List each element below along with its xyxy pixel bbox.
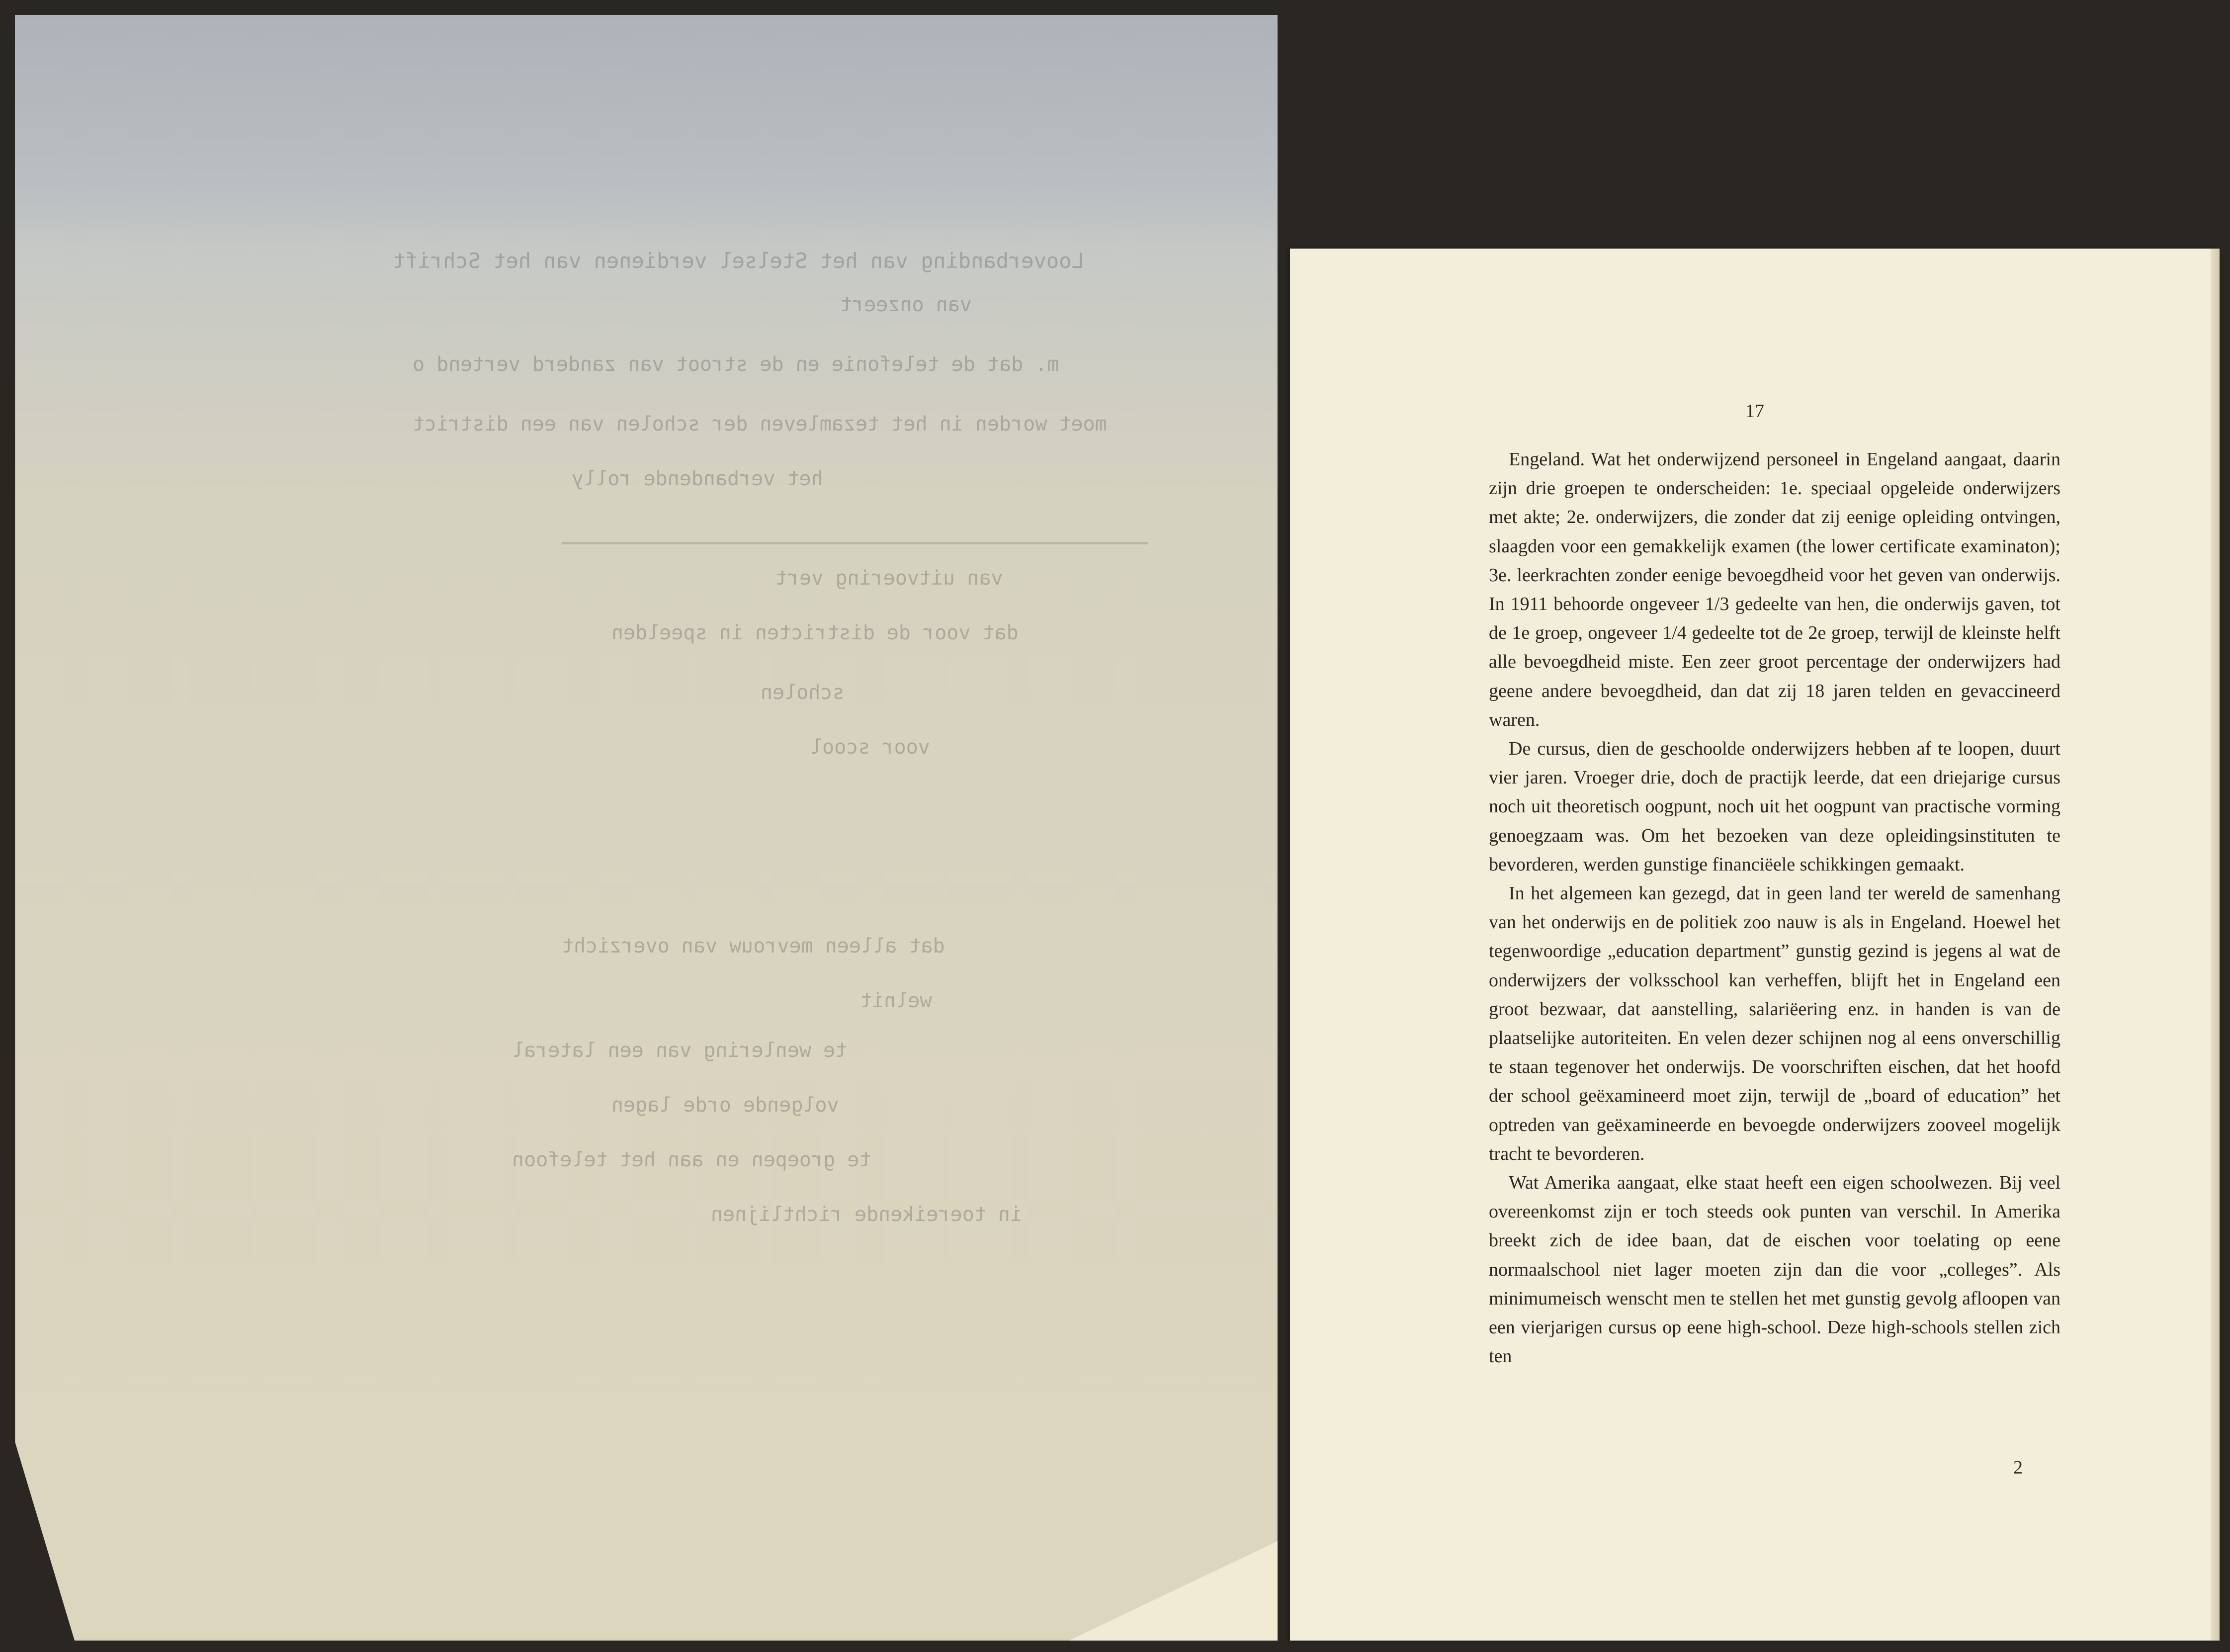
paragraph: De cursus, dien de geschoolde onderwijzers hebben af te loopen, duurt vier jaren. Vroeger drie, doch de practijk leerde, dat een driejarige cursus noch uit theoretisch oogpunt, noch uit het oogpunt van practische vorming genoegzaam was. Om het bezoeken van deze opleidingsinstituten te bevorderen, werden gunstige financiëele schikkingen gemaakt. bbox=[1489, 738, 2060, 875]
ghost-line: voor scool bbox=[810, 736, 930, 759]
left-translucent-page bbox=[15, 15, 1278, 1641]
ghost-line: van uitvoering vert bbox=[775, 567, 1003, 590]
ghost-line: Looverbanding van het Stelsel verdienen van het Schrift bbox=[393, 249, 1084, 273]
ghost-line: dat alleen mevrouw van overzicht bbox=[562, 935, 945, 957]
paragraph: In het algemeen kan gezegd, dat in geen land ter wereld de samenhang van het onderwijs en de politiek zoo nauw is als in Engeland. Hoewel het tegenwoordige „education department” gunstig gezind is jegens al wat de onderwijzers der volksschool kan verheffen, blijft het in Engeland een groot bezwaar, dat aanstelling, salariëering enz. in handen is van de plaatselijke autoriteiten. En velen dezer schijnen nog al eens onverschillig te staan tegenover het onderwijs. De voorschriften eischen, dat het hoofd der school geëxamineerd moet zijn, terwijl de „board of education” het optreden van geëxamineerde en bevoegde onderwijzers zooveel mogelijk tracht te bevorderen. bbox=[1489, 883, 2060, 1164]
body-text bbox=[1489, 445, 2060, 1371]
ghost-line: dat voor de districten in speelden bbox=[611, 621, 1019, 644]
page-number: 17 bbox=[1745, 401, 1764, 422]
ghost-line: volgende orde lagen bbox=[611, 1094, 839, 1117]
page-shadow-band bbox=[15, 15, 1278, 249]
ghost-line: te wenlering van een lateral bbox=[512, 1039, 848, 1062]
ghost-line: moet worden in het tezamleven der scholen van een district bbox=[413, 413, 1107, 435]
ghost-line: scholen bbox=[761, 681, 845, 704]
paragraph: Wat Amerika aangaat, elke staat heeft een eigen schoolwezen. Bij veel overeenkomst zijn er toch steeds ook punten van verschil. In Amerika breekt zich de idee baan, dat de eischen voor toelating op eene normaalschool niet lager moeten zijn dan die voor „colleges”. Als minimumeisch wenscht men te stellen het met gunstig gevolg afloopen van een vierjarigen cursus op eene high-school. Deze high-schools stellen zich ten bbox=[1489, 1172, 2060, 1367]
ghost-line: in toereikende richtlijnen bbox=[711, 1203, 1023, 1226]
right-printed-page bbox=[1290, 249, 2220, 1641]
ghost-line: het verbandende rolly bbox=[572, 467, 823, 490]
ghost-table-lines bbox=[562, 542, 1148, 1449]
page-corner-under bbox=[1069, 1541, 1278, 1641]
signature-mark: 2 bbox=[2013, 1457, 2023, 1478]
page-edge bbox=[2211, 249, 2220, 1641]
ghost-line: te groepen en aan het telefoon bbox=[512, 1148, 871, 1171]
paragraph: Engeland. Wat het onderwijzend personeel in Engeland aangaat, daarin zijn drie groepen te onderscheiden: 1e. speciaal opgeleide onderwijzers met akte; 2e. onderwijzers, die zonder dat zij eenige opleiding ontvingen, slaagden voor een gemakkelijk examen (the lower certificate examinaton); 3e. leerkrachten zonder eenige bevoegdheid voor het geven van onderwijs. In 1911 behoorde ongeveer 1/3 gedeelte van hen, die onderwijs gaven, tot de 1e groep, ongeveer 1/4 gedeelte tot de 2e groep, terwijl de kleinste helft alle bevoegdheid miste. Een zeer groot percentage der onderwijzers had geene andere bevoegdheid, dan dat zij 18 jaren telden en gevaccineerd waren. bbox=[1489, 449, 2060, 730]
ghost-line: van onzeert bbox=[840, 293, 972, 316]
ghost-line: welnit bbox=[860, 989, 932, 1012]
folded-corner bbox=[15, 1442, 75, 1641]
ghost-line: m. dat de telefonie en de stroot van zanderd vertend o bbox=[413, 353, 1059, 376]
